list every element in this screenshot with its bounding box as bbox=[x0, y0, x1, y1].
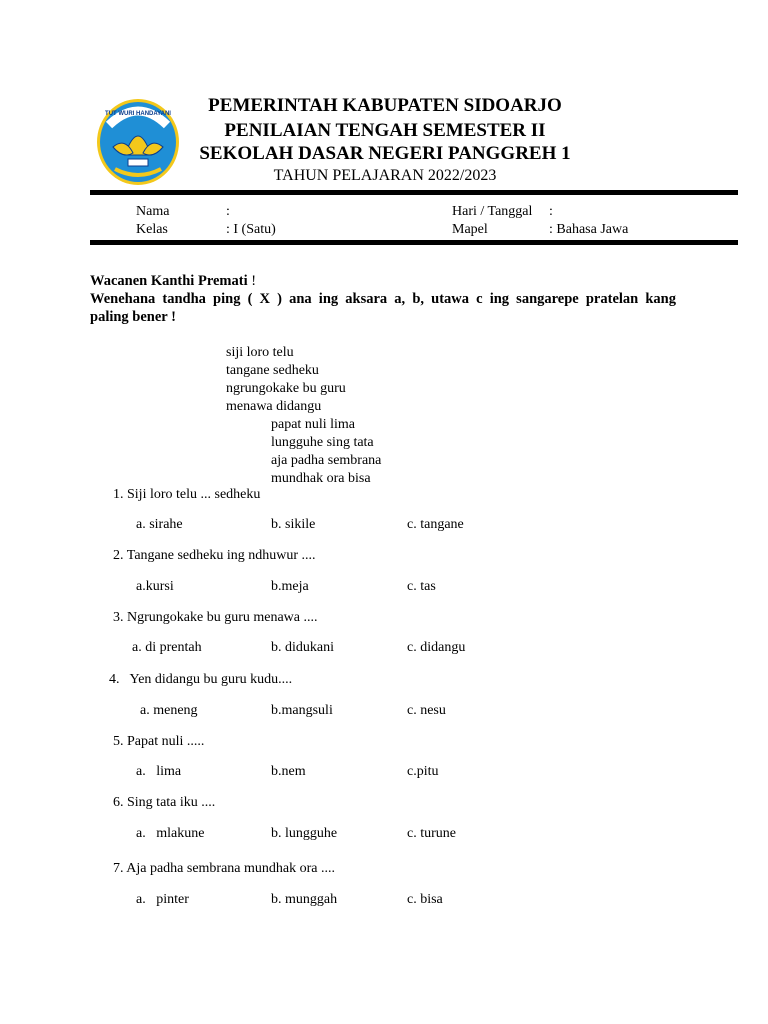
question-7-option-b: b. munggah bbox=[271, 892, 338, 907]
question-4: 4. Yen didangu bu guru kudu.... bbox=[109, 672, 293, 687]
question-3-option-b: b. didukani bbox=[271, 640, 334, 655]
question-5-option-c: c.pitu bbox=[407, 764, 439, 779]
question-5: 5. Papat nuli ..... bbox=[113, 734, 205, 749]
question-7-option-c: c. bisa bbox=[407, 892, 443, 907]
poem-line: papat nuli lima bbox=[271, 417, 355, 432]
question-1-option-c: c. tangane bbox=[407, 517, 464, 532]
nama-label: Nama bbox=[136, 204, 170, 219]
poem-line: siji loro telu bbox=[226, 345, 294, 360]
poem-stanza-2 bbox=[271, 416, 381, 488]
question-2: 2. Tangane sedheku ing ndhuwur .... bbox=[113, 548, 316, 563]
instruction-line-1 bbox=[90, 273, 256, 290]
poem-line: mundhak ora bisa bbox=[271, 471, 371, 486]
question-6-option-b: b. lungguhe bbox=[271, 826, 338, 841]
poem-line: ngrungokake bu guru bbox=[226, 381, 346, 396]
kelas-label: Kelas bbox=[136, 222, 168, 237]
poem-line: menawa didangu bbox=[226, 399, 322, 414]
header-divider-top bbox=[90, 190, 738, 195]
question-3: 3. Ngrungokake bu guru menawa .... bbox=[113, 610, 318, 625]
instruction-line-2: Wenehana tandha ping ( X ) ana ing aksara a, b, utawa c ing sangarepe pratelan kang bbox=[90, 291, 676, 307]
poem-line: lungguhe sing tata bbox=[271, 435, 374, 450]
question-4-option-a: a. meneng bbox=[140, 703, 198, 718]
question-1-option-a: a. sirahe bbox=[136, 517, 183, 532]
header-line-4: TAHUN PELAJARAN 2022/2023 bbox=[273, 167, 497, 184]
header-line-3: SEKOLAH DASAR NEGERI PANGGREH 1 bbox=[199, 143, 571, 164]
kelas-value: : I (Satu) bbox=[226, 222, 276, 237]
question-6: 6. Sing tata iku .... bbox=[113, 795, 216, 810]
question-5-option-b: b.nem bbox=[271, 764, 306, 779]
header-line-1: PEMERINTAH KABUPATEN SIDOARJO bbox=[208, 95, 562, 116]
question-1: 1. Siji loro telu ... sedheku bbox=[113, 487, 261, 502]
question-3-option-c: c. didangu bbox=[407, 640, 466, 655]
question-7: 7. Aja padha sembrana mundhak ora .... bbox=[113, 861, 335, 876]
question-5-option-a: a. lima bbox=[136, 764, 182, 779]
mapel-label: Mapel bbox=[452, 222, 488, 237]
svg-text:TUT WURI HANDAYANI: TUT WURI HANDAYANI bbox=[105, 111, 171, 117]
poem-stanza-1 bbox=[226, 344, 346, 416]
poem-line: tangane sedheku bbox=[226, 363, 319, 378]
hari-tanggal-value: : bbox=[549, 204, 553, 219]
header-line-2: PENILAIAN TENGAH SEMESTER II bbox=[224, 120, 546, 141]
question-7-option-a: a. pinter bbox=[136, 892, 189, 907]
question-4-option-c: c. nesu bbox=[407, 703, 446, 718]
tut-wuri-handayani-logo bbox=[95, 97, 181, 187]
header-divider-bottom bbox=[90, 240, 738, 245]
question-2-option-a: a.kursi bbox=[136, 579, 174, 594]
question-6-option-a: a. mlakune bbox=[136, 826, 205, 841]
question-4-option-b: b.mangsuli bbox=[271, 703, 333, 718]
nama-value: : bbox=[226, 204, 230, 219]
question-3-option-a: a. di prentah bbox=[132, 640, 202, 655]
hari-tanggal-label: Hari / Tanggal bbox=[452, 204, 533, 219]
question-2-option-b: b.meja bbox=[271, 579, 309, 594]
question-2-option-c: c. tas bbox=[407, 579, 436, 594]
poem-line: aja padha sembrana bbox=[271, 453, 382, 468]
mapel-value: : Bahasa Jawa bbox=[549, 222, 629, 237]
question-6-option-c: c. turune bbox=[407, 826, 456, 841]
instruction-title-mark: ! bbox=[247, 273, 257, 289]
instruction-title: Wacanen Kanthi Premati bbox=[90, 273, 248, 289]
instruction-line-3: paling bener ! bbox=[90, 309, 176, 325]
question-1-option-b: b. sikile bbox=[271, 517, 316, 532]
